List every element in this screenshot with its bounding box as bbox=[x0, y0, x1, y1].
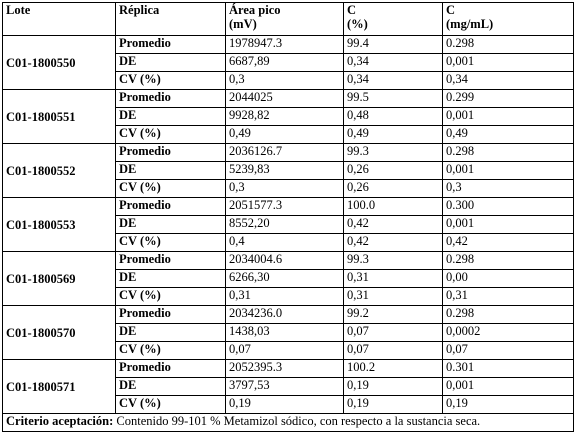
header-c-mgml-line2: (mg/mL) bbox=[446, 17, 494, 31]
table-row bbox=[3, 144, 574, 162]
replica-cell: Promedio bbox=[116, 90, 226, 108]
replica-cell: Promedio bbox=[116, 144, 226, 162]
c-percent-cell: 99.4 bbox=[344, 36, 443, 54]
c-percent-cell: 99.3 bbox=[344, 252, 443, 270]
replica-cell: DE bbox=[116, 378, 226, 396]
area-cell: 9928,82 bbox=[226, 108, 344, 126]
c-mgml-cell: 0.299 bbox=[443, 90, 574, 108]
lot-cell: C01-1800550 bbox=[3, 36, 116, 90]
replica-cell: DE bbox=[116, 54, 226, 72]
c-mgml-cell: 0,001 bbox=[443, 108, 574, 126]
replica-cell: Promedio bbox=[116, 198, 226, 216]
area-cell: 0,31 bbox=[226, 288, 344, 306]
acceptance-criteria bbox=[3, 414, 574, 432]
c-mgml-cell: 0,42 bbox=[443, 234, 574, 252]
c-percent-cell: 0,34 bbox=[344, 72, 443, 90]
area-cell: 6687,89 bbox=[226, 54, 344, 72]
c-percent-cell: 99.2 bbox=[344, 306, 443, 324]
table-row bbox=[3, 360, 574, 378]
c-mgml-cell: 0,001 bbox=[443, 162, 574, 180]
c-percent-cell: 0,31 bbox=[344, 270, 443, 288]
c-mgml-cell: 0,19 bbox=[443, 396, 574, 414]
area-cell: 0,49 bbox=[226, 126, 344, 144]
table-row bbox=[3, 252, 574, 270]
c-mgml-cell: 0.298 bbox=[443, 36, 574, 54]
c-percent-cell: 0,42 bbox=[344, 234, 443, 252]
c-mgml-cell: 0.298 bbox=[443, 306, 574, 324]
replica-cell: CV (%) bbox=[116, 288, 226, 306]
results-table bbox=[2, 2, 574, 432]
area-cell: 2052395.3 bbox=[226, 360, 344, 378]
replica-cell: DE bbox=[116, 108, 226, 126]
c-percent-cell: 0,07 bbox=[344, 342, 443, 360]
c-percent-cell: 0,48 bbox=[344, 108, 443, 126]
area-cell: 2044025 bbox=[226, 90, 344, 108]
area-cell: 2034004.6 bbox=[226, 252, 344, 270]
c-percent-cell: 99.5 bbox=[344, 90, 443, 108]
replica-cell: DE bbox=[116, 162, 226, 180]
lot-cell: C01-1800553 bbox=[3, 198, 116, 252]
lot-cell: C01-1800570 bbox=[3, 306, 116, 360]
acceptance-criteria-label: Criterio aceptación: bbox=[6, 414, 114, 428]
c-mgml-cell: 0.300 bbox=[443, 198, 574, 216]
table-header-row bbox=[3, 3, 574, 36]
c-percent-cell: 0,34 bbox=[344, 54, 443, 72]
replica-cell: CV (%) bbox=[116, 180, 226, 198]
table-row bbox=[3, 36, 574, 54]
header-area-line1: Área pico bbox=[229, 3, 281, 17]
c-percent-cell: 0,26 bbox=[344, 180, 443, 198]
c-mgml-cell: 0,34 bbox=[443, 72, 574, 90]
replica-cell: Promedio bbox=[116, 306, 226, 324]
area-cell: 3797,53 bbox=[226, 378, 344, 396]
area-cell: 6266,30 bbox=[226, 270, 344, 288]
c-percent-cell: 0,26 bbox=[344, 162, 443, 180]
area-cell: 2051577.3 bbox=[226, 198, 344, 216]
area-cell: 5239,83 bbox=[226, 162, 344, 180]
lot-cell: C01-1800569 bbox=[3, 252, 116, 306]
area-cell: 2036126.7 bbox=[226, 144, 344, 162]
header-c-percent-line2: (%) bbox=[347, 17, 368, 31]
c-mgml-cell: 0,00 bbox=[443, 270, 574, 288]
replica-cell: DE bbox=[116, 270, 226, 288]
replica-cell: CV (%) bbox=[116, 342, 226, 360]
replica-cell: DE bbox=[116, 216, 226, 234]
c-mgml-cell: 0.301 bbox=[443, 360, 574, 378]
area-cell: 0,3 bbox=[226, 72, 344, 90]
c-percent-cell: 0,19 bbox=[344, 378, 443, 396]
lot-cell: C01-1800551 bbox=[3, 90, 116, 144]
header-c-mgml-line1: C bbox=[446, 3, 456, 17]
c-mgml-cell: 0,001 bbox=[443, 378, 574, 396]
c-mgml-cell: 0,001 bbox=[443, 216, 574, 234]
c-percent-cell: 99.3 bbox=[344, 144, 443, 162]
header-c-percent-line1: C bbox=[347, 3, 357, 17]
header-replica: Réplica bbox=[116, 3, 226, 36]
area-cell: 8552,20 bbox=[226, 216, 344, 234]
c-percent-cell: 0,42 bbox=[344, 216, 443, 234]
replica-cell: CV (%) bbox=[116, 126, 226, 144]
lot-cell: C01-1800552 bbox=[3, 144, 116, 198]
c-mgml-cell: 0,0002 bbox=[443, 324, 574, 342]
area-cell: 0,19 bbox=[226, 396, 344, 414]
area-cell: 0,07 bbox=[226, 342, 344, 360]
replica-cell: CV (%) bbox=[116, 396, 226, 414]
area-cell: 0,4 bbox=[226, 234, 344, 252]
table-row bbox=[3, 306, 574, 324]
replica-cell: Promedio bbox=[116, 36, 226, 54]
c-mgml-cell: 0,49 bbox=[443, 126, 574, 144]
replica-cell: DE bbox=[116, 324, 226, 342]
replica-cell: CV (%) bbox=[116, 234, 226, 252]
replica-cell: CV (%) bbox=[116, 72, 226, 90]
header-lote: Lote bbox=[3, 3, 116, 36]
area-cell: 1978947.3 bbox=[226, 36, 344, 54]
area-cell: 0,3 bbox=[226, 180, 344, 198]
c-mgml-cell: 0,3 bbox=[443, 180, 574, 198]
header-c-mgml bbox=[443, 3, 574, 36]
table-row bbox=[3, 90, 574, 108]
lot-cell: C01-1800571 bbox=[3, 360, 116, 414]
c-percent-cell: 100.2 bbox=[344, 360, 443, 378]
c-mgml-cell: 0.298 bbox=[443, 144, 574, 162]
c-mgml-cell: 0,07 bbox=[443, 342, 574, 360]
c-percent-cell: 0,49 bbox=[344, 126, 443, 144]
c-mgml-cell: 0,31 bbox=[443, 288, 574, 306]
replica-cell: Promedio bbox=[116, 360, 226, 378]
table-row bbox=[3, 198, 574, 216]
c-percent-cell: 0,19 bbox=[344, 396, 443, 414]
area-cell: 1438,03 bbox=[226, 324, 344, 342]
header-c-percent bbox=[344, 3, 443, 36]
c-percent-cell: 100.0 bbox=[344, 198, 443, 216]
header-area-line2: (mV) bbox=[229, 17, 257, 31]
c-percent-cell: 0,31 bbox=[344, 288, 443, 306]
acceptance-criteria-row bbox=[3, 414, 574, 432]
c-mgml-cell: 0,001 bbox=[443, 54, 574, 72]
acceptance-criteria-text: Contenido 99-101 % Metamizol sódico, con respecto a la sustancia seca. bbox=[113, 414, 481, 428]
area-cell: 2034236.0 bbox=[226, 306, 344, 324]
c-percent-cell: 0,07 bbox=[344, 324, 443, 342]
replica-cell: Promedio bbox=[116, 252, 226, 270]
c-mgml-cell: 0.298 bbox=[443, 252, 574, 270]
header-area bbox=[226, 3, 344, 36]
